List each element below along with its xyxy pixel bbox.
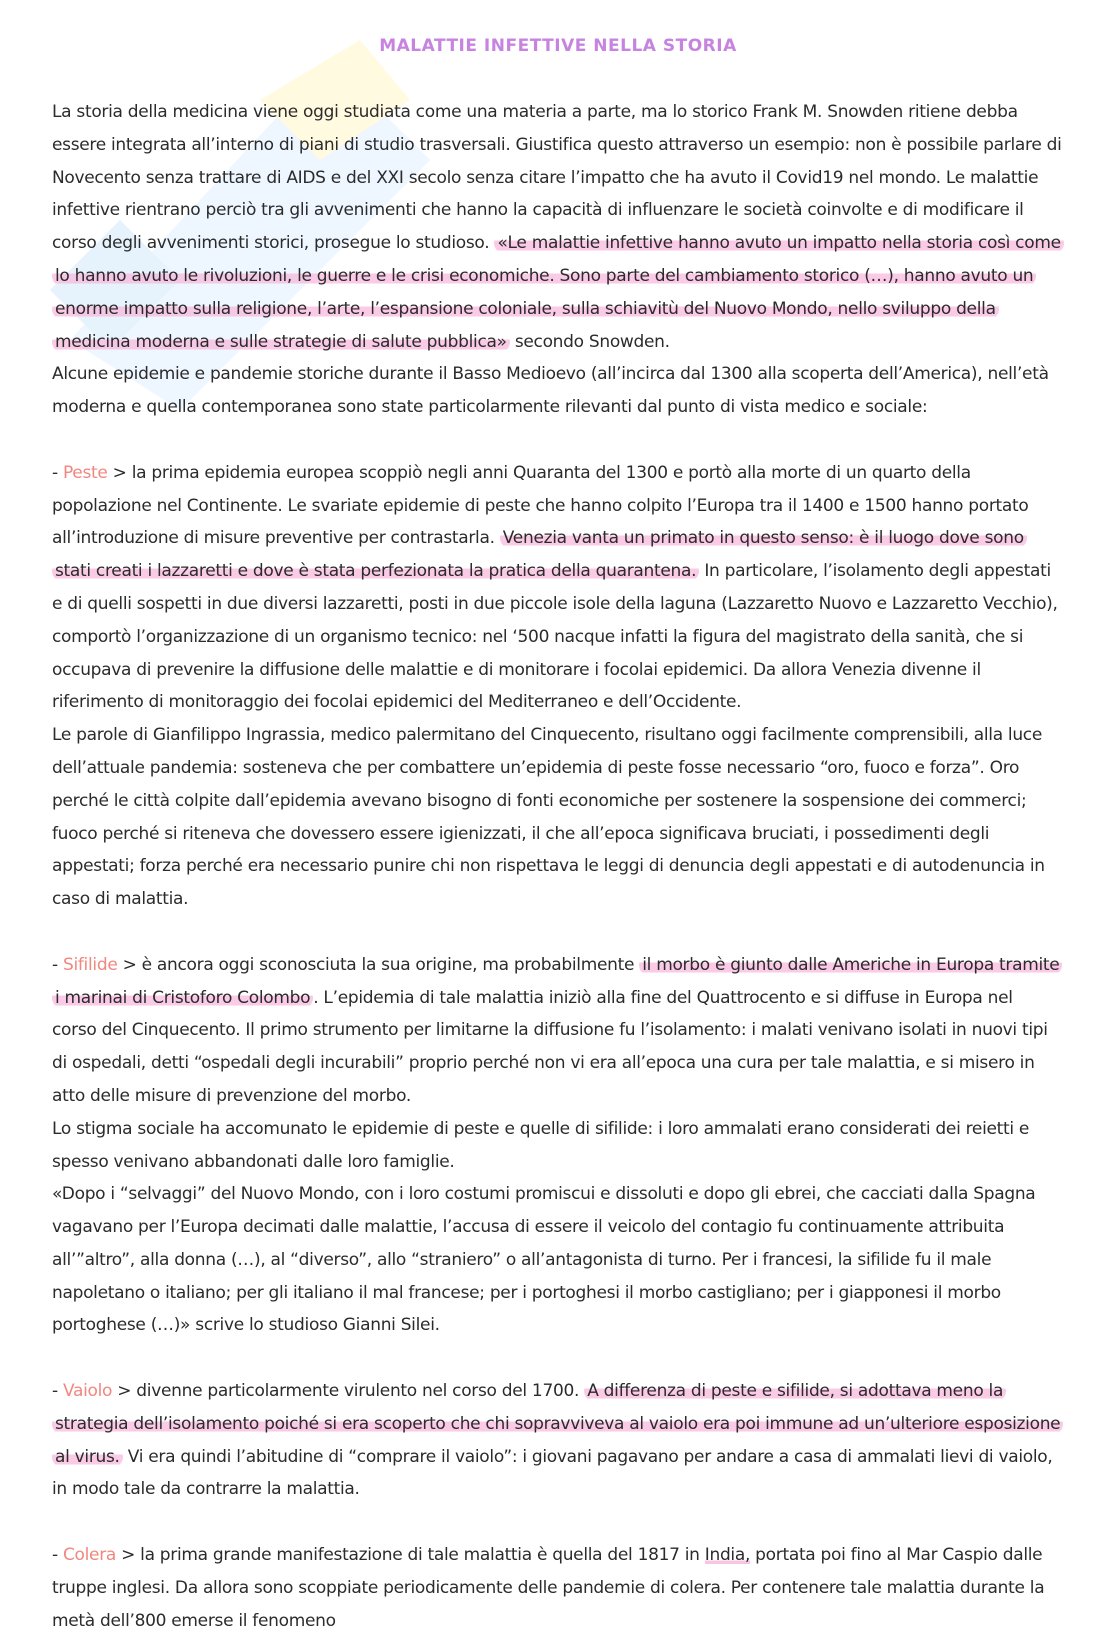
keyword-vaiolo: Vaiolo [62, 1381, 113, 1402]
dash: - [52, 1545, 63, 1566]
colera-text-b: portata poi fino al Mar Caspio dalle truppe inglesi. Da allora sono scoppiate periodicamente delle pandemie di colera. Per contenere tale malattia durante la metà dell’800 emerse il fenomeno [52, 1545, 1045, 1631]
peste-text-b: In particolare, l’isolamento degli appestati e di quelli sospetti in due diversi lazzaretti, posti in due piccole isole della laguna (Lazzaretto Nuovo e Lazzaretto Vecchio), comportò l’organizzazione di un organismo tecnico: nel ‘500 nacque infatti la figura del magistrato della sanità, che si occupava di prevenire la diffusione delle malattie e di monitorare i focolai epidemici. Da allora Venezia divenne il riferimento di monitoraggio dei focolai epidemici del Mediterraneo e dell’Occidente. [52, 561, 1058, 713]
colera-underline: India, [704, 1545, 751, 1566]
dash: - [52, 1381, 63, 1402]
intro-paragraph-2: Alcune epidemie e pandemie storiche durante il Basso Medioevo (all’incirca dal 1300 alla scoperta dell’America), nell’età moderna e quella contemporanea sono state particolarmente rilevanti dal punto di vista medico e sociale: [52, 364, 1049, 418]
section-peste [52, 457, 1062, 719]
sifilide-paragraph-3: «Dopo i “selvaggi” del Nuovo Mondo, con i loro costumi promiscui e dissoluti e dopo gli ebrei, che cacciati dalla Spagna vagavano per l’Europa decimati dalle malattie, l’accusa di essere il veicolo del contagio fu continuamente attribuita all’”altro”, alla donna (…), al “diverso”, allo “straniero” o all’antagonista di turno. Per i francesi, la sifilide fu il male napoletano o italiano; per gli italiano il mal francese; per i portoghesi il morbo castigliano; per i giapponesi il morbo portoghese (…)» scrive lo studioso Gianni Silei. [52, 1184, 1036, 1336]
vaiolo-highlight: A differenza di peste e sifilide, si adottava meno la strategia dell’isolamento poiché si era scoperto che chi sopravviveva al vaiolo era poi immune ad un’ulteriore esposizione al virus. [52, 1381, 1063, 1467]
peste-text-a: > la prima epidemia europea scoppiò negli anni Quaranta del 1300 e portò alla morte di un quarto della popolazione nel Continente. Le svariate epidemie di peste che hanno colpito l’Europa tra il 1400 e 1500 hanno portato all’introduzione di misure preventive per contrastarla. [52, 462, 1029, 549]
keyword-colera: Colera [62, 1545, 117, 1566]
keyword-peste: Peste [62, 462, 108, 483]
section-colera [52, 1539, 1062, 1637]
vaiolo-text-a: > divenne particolarmente virulento nel corso del 1700. [112, 1381, 585, 1402]
intro-text-end: secondo Snowden. [509, 331, 670, 352]
intro-paragraph [52, 96, 1062, 358]
intro-text: La storia della medicina viene oggi studiata come una materia a parte, ma lo storico Frank M. Snowden ritiene debba essere integrata all’interno di piani di studio trasversali. Giustifica questo attraverso un esempio: non è possibile parlare di Novecento senza trattare di AIDS e del XXI secolo senza citare l’impatto che ha avuto il Covid19 nel mondo. Le malattie infettive rientrano perciò tra gli avvenimenti che hanno la capacità di influenzare le società coinvolte e di modificare il corso degli avvenimenti storici, prosegue lo studioso. [52, 102, 1062, 254]
sifilide-text-a: > è ancora oggi sconosciuta la sua origine, ma probabilmente [117, 954, 640, 975]
vaiolo-text-b: Vi era quindi l’abitudine di “comprare il vaiolo”: i giovani pagavano per andare a casa di ammalati lievi di vaiolo, in modo tale da contrarre la malattia. [52, 1446, 1053, 1500]
sifilide-paragraph-2: Lo stigma sociale ha accomunato le epidemie di peste e quelle di sifilide: i loro ammalati erano considerati dei reietti e spesso venivano abbandonati dalle loro famiglie. [52, 1118, 1030, 1172]
snowden-quote-highlight: «Le malattie infettive hanno avuto un impatto nella storia così come lo hanno avuto le rivoluzioni, le guerre e le crisi economiche. Sono parte del cambiamento storico (…), hanno avuto un enorme impatto sulla religione, l’arte, l’espansione coloniale, sulla schiavitù del Nuovo Mondo, nello sviluppo della medicina moderna e sulle strategie di salute pubblica» [52, 233, 1064, 351]
peste-paragraph-2: Le parole di Gianfilippo Ingrassia, medico palermitano del Cinquecento, risultano oggi facilmente comprensibili, alla luce dell’attuale pandemia: sosteneva che per combattere un’epidemia di peste fosse necessario “oro, fuoco e forza”. Oro perché le città colpite dall’epidemia avevano bisogno di fonti economiche per sostenere la sospensione dei commerci; fuoco perché si riteneva che dovessero essere igienizzati, il che all’epoca significava bruciati, i possedimenti degli appestati; forza perché era necessario punire chi non rispettava le leggi di denuncia degli appestati e di autodenuncia in caso di malattia. [52, 725, 1045, 910]
section-vaiolo [52, 1375, 1062, 1506]
dash: - [52, 954, 63, 975]
sifilide-highlight: il morbo è giunto dalle Americhe in Europa tramite i marinai di Cristoforo Colombo [52, 955, 1062, 1008]
dash: - [52, 462, 63, 483]
sifilide-text-b: . L’epidemia di tale malattia iniziò alla fine del Quattrocento e si diffuse in Europa nel corso del Cinquecento. Il primo strumento per limitarne la diffusione fu l’isolamento: i malati venivano isolati in nuovi tipi di ospedali, detti “ospedali degli incurabili” proprio perché non vi era all’epoca una cura per tale malattia, e si misero in atto delle misure di prevenzione del morbo. [52, 987, 1048, 1106]
keyword-sifilide: Sifilide [62, 954, 118, 975]
peste-highlight: Venezia vanta un primato in questo senso: è il luogo dove sono stati creati i lazzaretti e dove è stata perfezionata la pratica della quarantena. [52, 528, 1027, 581]
document-body [52, 96, 1062, 1637]
colera-text-a: > la prima grande manifestazione di tale malattia è quella del 1817 in [116, 1545, 705, 1566]
section-sifilide [52, 949, 1062, 1113]
document-title: MALATTIE INFETTIVE NELLA STORIA [379, 36, 737, 56]
